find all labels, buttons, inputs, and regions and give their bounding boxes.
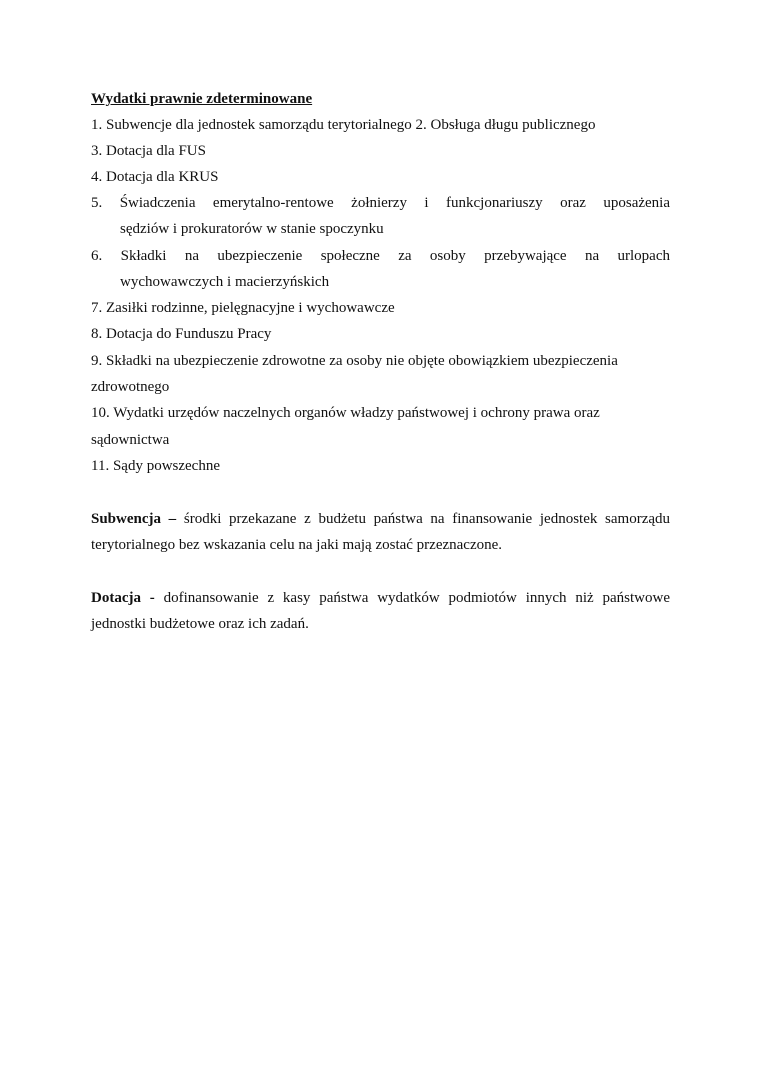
dotacja-term: Dotacja - <box>91 590 155 606</box>
dotacja-text-2: jednostki budżetowe oraz ich zadań. <box>91 616 309 632</box>
list-item: 3. Dotacja dla FUS <box>91 143 206 159</box>
dotacja-definition <box>91 590 670 607</box>
dotacja-text-1: dofinansowanie z kasy państwa wydatków podmiotów innych niż państwowe <box>163 590 670 606</box>
list-item: 9. Składki na ubezpieczenie zdrowotne za osoby nie objęte obowiązkiem ubezpieczenia <box>91 353 618 369</box>
list-item: 1. Subwencje dla jednostek samorządu terytorialnego 2. Obsługa długu publicznego <box>91 117 596 133</box>
list-item-continuation: sędziów i prokuratorów w stanie spoczynku <box>120 221 384 237</box>
list-item: 8. Dotacja do Funduszu Pracy <box>91 326 272 342</box>
subwencja-definition <box>91 511 670 528</box>
list-item: 5. Świadczenia emerytalno-rentowe żołnierzy i funkcjonariuszy oraz uposażenia <box>91 195 670 211</box>
list-item: 11. Sądy powszechne <box>91 458 220 474</box>
subwencja-term: Subwencja – <box>91 511 177 527</box>
list-item: 4. Dotacja dla KRUS <box>91 169 219 185</box>
subwencja-text-1: środki przekazane z budżetu państwa na finansowanie jednostek samorządu <box>183 511 671 527</box>
list-item-continuation: sądownictwa <box>91 432 170 448</box>
section-heading: Wydatki prawnie zdeterminowane <box>91 91 313 107</box>
list-item: 7. Zasiłki rodzinne, pielęgnacyjne i wychowawcze <box>91 300 395 316</box>
list-item-continuation: wychowawczych i macierzyńskich <box>120 274 330 290</box>
list-item: 6. Składki na ubezpieczenie społeczne za osoby przebywające na urlopach <box>91 248 670 264</box>
list-item-continuation: zdrowotnego <box>91 379 170 395</box>
subwencja-text-2: terytorialnego bez wskazania celu na jaki mają zostać przeznaczone. <box>91 537 503 553</box>
list-item: 10. Wydatki urzędów naczelnych organów władzy państwowej i ochrony prawa oraz <box>91 405 600 421</box>
